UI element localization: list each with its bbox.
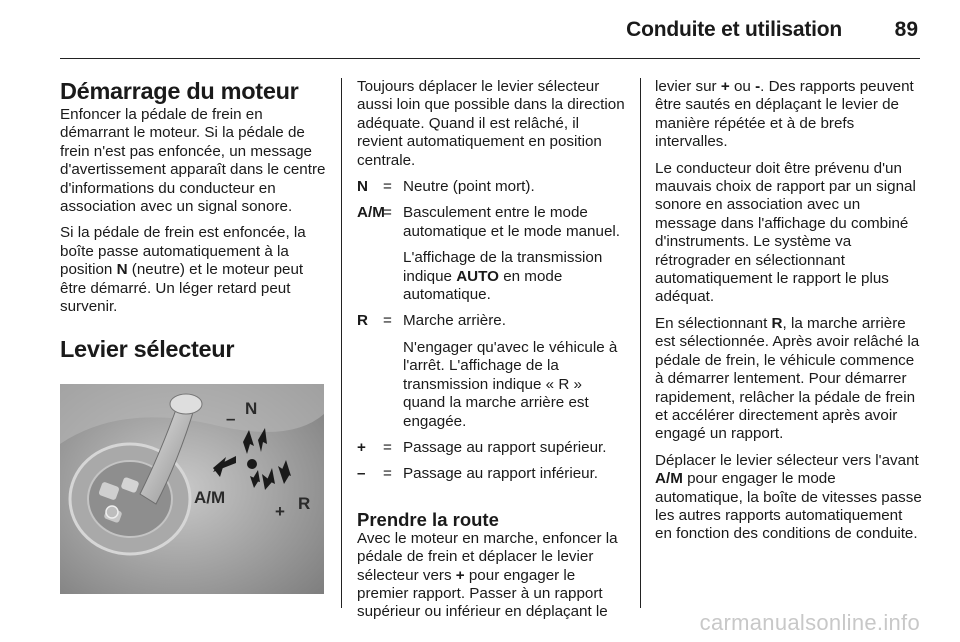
paragraph: levier sur + ou -. Des rapports peuvent être sautés en déplaçant le levier de manière répétée et à de brefs intervalles. bbox=[655, 78, 914, 151]
definition-term: N bbox=[357, 178, 368, 196]
definition-row-minus bbox=[357, 465, 627, 491]
definition-term: + bbox=[357, 438, 366, 456]
paragraph: Avec le moteur en marche, enfoncer la pédale de frein et déplacer le levier sélecteur vers + pour engager le premier rapport. Passer à un rapport supérieur ou inférieur en déplaçant le bbox=[357, 529, 618, 621]
definition-description: Passage au rapport supérieur. bbox=[403, 438, 607, 456]
definition-list bbox=[357, 178, 627, 492]
definition-equals: = bbox=[383, 178, 392, 196]
paragraph: Si la pédale de frein est enfoncée, la boîte passe automatiquement à la position N (neutre) et le moteur peut être démarré. Un léger retard peut survenir. bbox=[60, 224, 306, 316]
section-heading-engine-start: Démarrage du moteur bbox=[60, 78, 299, 104]
lever-label-n: N bbox=[245, 399, 258, 419]
definition-description: Basculement entre le mode automatique et le mode manuel. bbox=[403, 204, 620, 240]
definition-description: Marche arrière. bbox=[403, 312, 506, 330]
page-header-title: Conduite et utilisation bbox=[626, 18, 842, 41]
definition-row-am bbox=[357, 204, 627, 312]
definition-equals: = bbox=[383, 438, 392, 456]
definition-row-plus bbox=[357, 439, 627, 465]
column-3 bbox=[655, 78, 923, 552]
selector-lever-illustration bbox=[60, 384, 324, 594]
definition-description: L'affichage de la transmission indique AUTO en mode automatique. bbox=[403, 249, 603, 304]
paragraph: Toujours déplacer le levier sélecteur aussi loin que possible dans la direction adéquate. Quand il est relâché, il revient automatiquement en position centrale. bbox=[357, 78, 625, 169]
lever-label-am: A/M bbox=[194, 488, 226, 508]
paragraph: Enfoncer la pédale de frein en démarrant le moteur. Si la pédale de frein n'est pas enfoncée, un message d'avertissement apparaît dans le centre d'informations du conducteur en association avec un signal sonore. bbox=[60, 106, 326, 216]
subheading-start-driving: Prendre la route bbox=[357, 508, 499, 530]
watermark: carmanualsonline.info bbox=[699, 610, 920, 635]
paragraph: Déplacer le levier sélecteur vers l'avant A/M pour engager le mode automatique, la boîte de vitesses passe les autres rapports automatiquement en fonction des conditions de conduite. bbox=[655, 451, 922, 543]
selector-lever-diagram bbox=[60, 384, 324, 594]
definition-description: Passage au rapport inférieur. bbox=[403, 465, 599, 483]
column-divider-2 bbox=[640, 78, 641, 608]
definition-term: A/M bbox=[357, 204, 385, 222]
lever-label-minus: – bbox=[226, 409, 236, 429]
section-heading-selector-lever: Levier sélecteur bbox=[60, 336, 235, 363]
column-divider-1 bbox=[341, 78, 342, 608]
page-number: 89 bbox=[894, 18, 918, 41]
definition-equals: = bbox=[383, 465, 392, 483]
definition-row-n bbox=[357, 178, 627, 204]
definition-row-r bbox=[357, 312, 627, 438]
column-2 bbox=[357, 78, 627, 630]
definition-description: N'engager qu'avec le véhicule à l'arrêt. L'affichage de la transmission indique « R » quand la marche arrière est engagée. bbox=[403, 338, 618, 430]
definition-equals: = bbox=[383, 312, 392, 330]
header-divider bbox=[60, 58, 920, 59]
lever-label-r: R bbox=[298, 494, 311, 514]
definition-description: Neutre (point mort). bbox=[403, 178, 535, 196]
lever-label-plus: + bbox=[275, 502, 285, 522]
definition-term: R bbox=[357, 312, 368, 330]
paragraph: Le conducteur doit être prévenu d'un mauvais choix de rapport par un signal sonore en association avec un message dans l'affichage du combiné d'instruments. Le système va rétrograder en sélectionnant automatiquement le rapport le plus adéquat. bbox=[655, 159, 916, 306]
definition-term: – bbox=[357, 465, 366, 483]
column-1 bbox=[60, 78, 328, 594]
paragraph: En sélectionnant R, la marche arrière est sélectionnée. Après avoir relâché la pédale de frein, le véhicule commence à démarrer lentement. Pour démarrer rapidement, relâcher la pédale de frein et accélérer directement après avoir engagé un rapport. bbox=[655, 314, 920, 443]
definition-equals: = bbox=[383, 204, 392, 222]
